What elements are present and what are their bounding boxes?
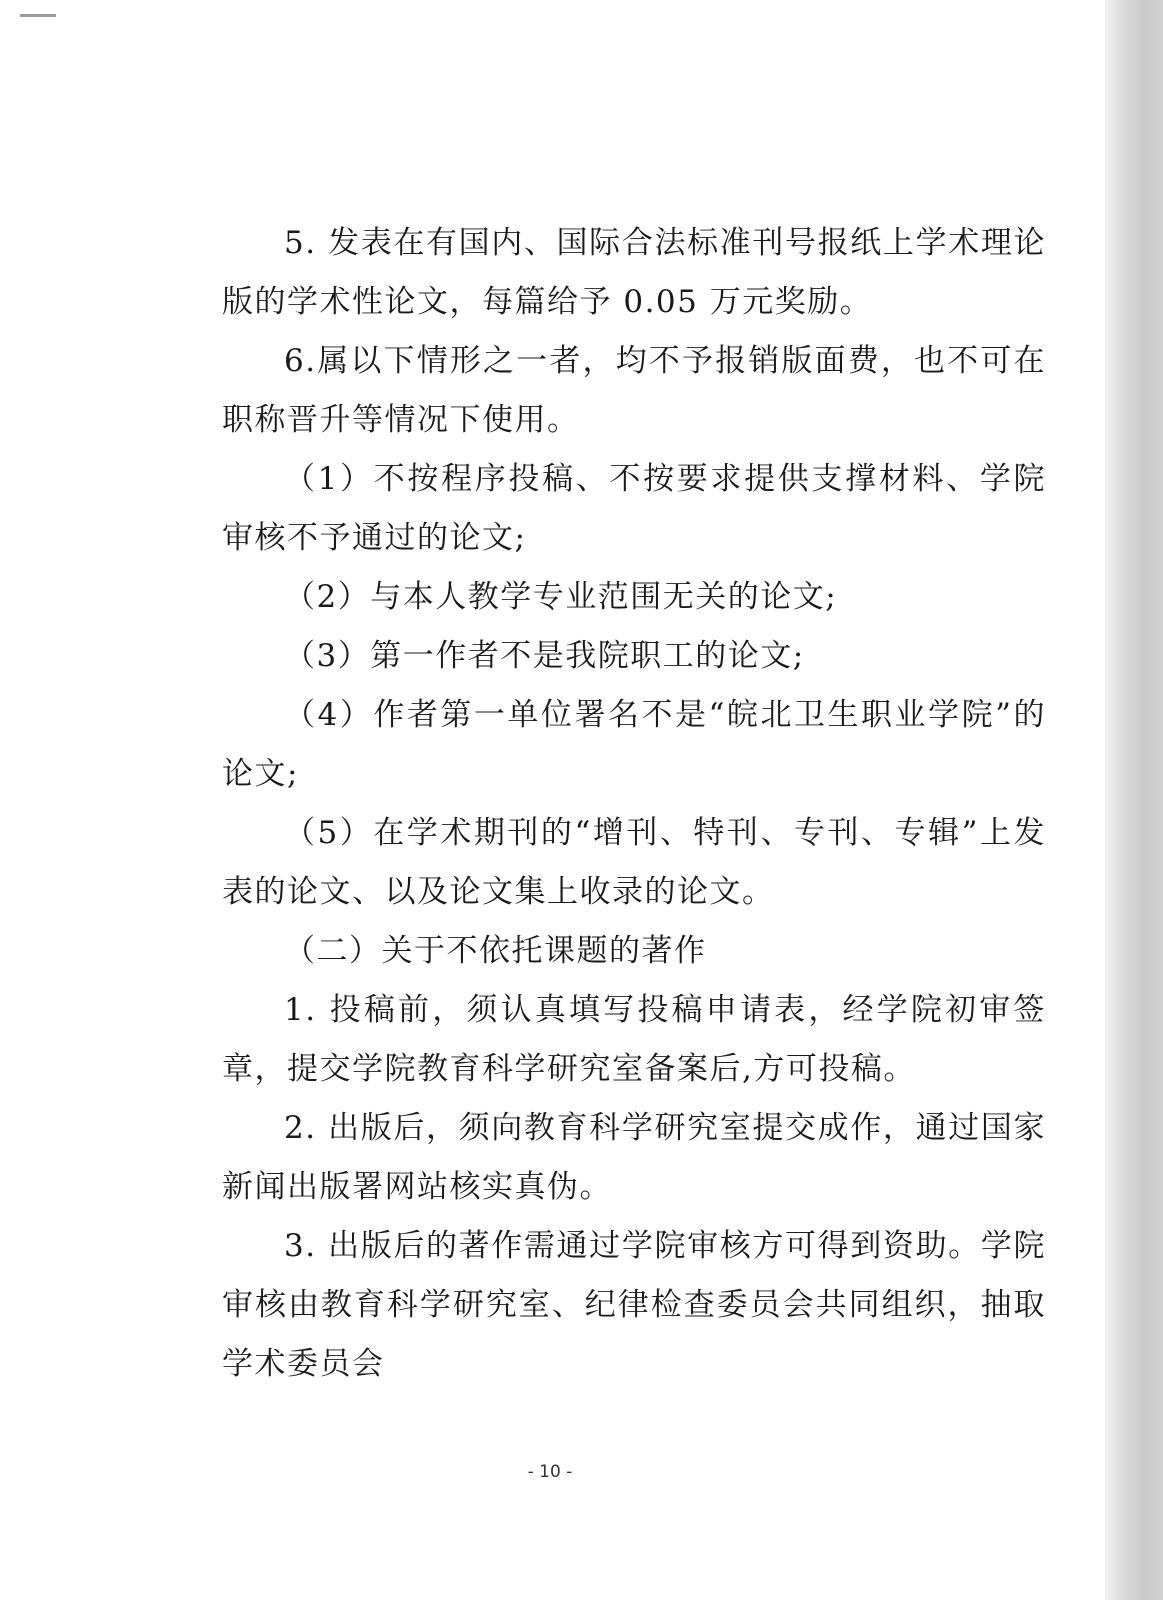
document-body <box>222 214 1046 1394</box>
scan-mark <box>20 14 56 17</box>
list-item-4: （4）作者第一单位署名不是“皖北卫生职业学院”的论文; <box>222 697 1046 792</box>
page-number: - 10 - <box>527 1462 573 1482</box>
list-item-1: （1）不按程序投稿、不按要求提供支撑材料、学院审核不予通过的论文; <box>222 461 1046 556</box>
section-heading-works: （二）关于不依托课题的著作 <box>284 933 707 969</box>
paragraph-before-submission: 1. 投稿前，须认真填写投稿申请表，经学院初审签章，提交学院教育科学研究室备案后,方可投稿。 <box>222 992 1046 1087</box>
paragraph-no-reimbursement: 6.属以下情形之一者，均不予报销版面费，也不可在职称晋升等情况下使用。 <box>222 343 1046 438</box>
list-item-5: （5）在学术期刊的“增刊、特刊、专刊、专辑”上发表的论文、以及论文集上收录的论文。 <box>222 815 1046 910</box>
list-item-3: （3）第一作者不是我院职工的论文; <box>284 638 805 674</box>
list-item-2: （2）与本人教学专业范围无关的论文; <box>284 579 838 615</box>
scan-edge-shadow <box>1105 0 1163 1600</box>
paragraph-after-publication: 2. 出版后，须向教育科学研究室提交成作，通过国家新闻出版署网站核实真伪。 <box>222 1110 1046 1205</box>
paragraph-review: 3. 出版后的著作需通过学院审核方可得到资助。学院审核由教育科学研究室、纪律检查委员会共同组织，抽取学术委员会 <box>222 1228 1046 1382</box>
paragraph-newspaper-reward: 5. 发表在有国内、国际合法标准刊号报纸上学术理论版的学术性论文，每篇给予 0.05 万元奖励。 <box>222 225 1046 320</box>
